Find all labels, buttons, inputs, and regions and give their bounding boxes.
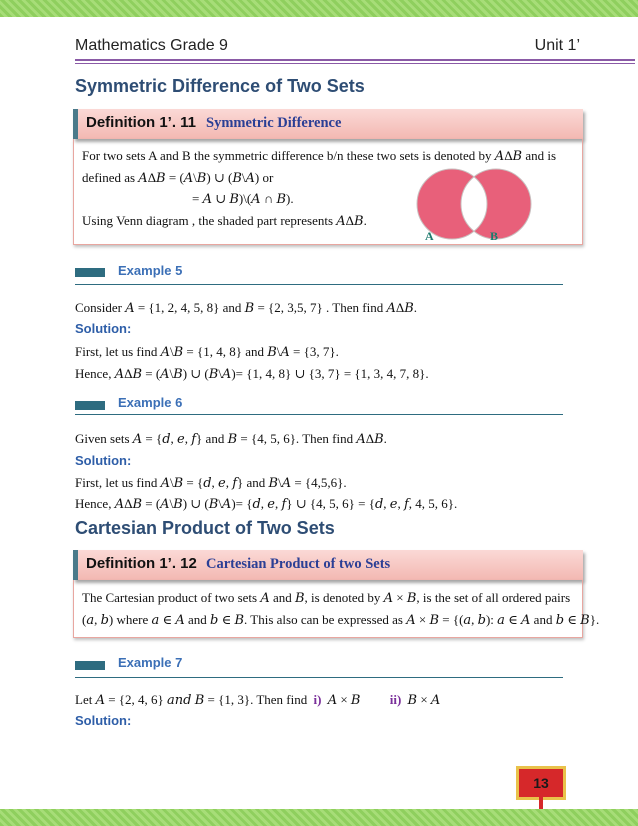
- example-6-question: Given sets 𝐴 = {𝑑, 𝑒, 𝑓} and 𝐵 = {4, 5, 6}. Then find 𝐴Δ𝐵.: [75, 431, 387, 446]
- example-marker: [75, 661, 105, 670]
- header-rule: [75, 59, 635, 61]
- example-marker: [75, 401, 105, 410]
- definition-text-line: Using Venn diagram , the shaded part represents 𝐴Δ𝐵.: [82, 213, 367, 228]
- example-6-step-2: Hence, 𝐴Δ𝐵 = (𝐴\𝐵) ∪ (𝐵\𝐴)= {𝑑, 𝑒, 𝑓} ∪ {4, 5, 6} = {𝑑, 𝑒, 𝑓, 4, 5, 6}.: [75, 496, 458, 511]
- definition-body: [73, 139, 583, 245]
- example-5-solution-label: Solution:: [75, 321, 132, 336]
- section-heading-symmetric: Symmetric Difference of Two Sets: [75, 76, 365, 96]
- example-7-question: [75, 692, 440, 708]
- top-decorative-band: [0, 0, 638, 17]
- definition-body: [73, 580, 600, 638]
- definition-title: Symmetric Difference: [206, 115, 342, 131]
- header-unit: Unit 1’: [534, 37, 580, 54]
- header-subject: Mathematics Grade 9: [75, 37, 228, 54]
- page-number-badge: 13: [519, 769, 563, 797]
- example-rule: [75, 677, 563, 678]
- definition-text-line: For two sets A and B the symmetric difference b/n these two sets is denoted by 𝐴Δ𝐵 and is: [82, 148, 557, 163]
- example-5-heading: Example 5: [118, 263, 183, 278]
- example-7-heading: Example 7: [118, 655, 183, 670]
- venn-label-a: A: [425, 229, 434, 243]
- definition-title: Cartesian Product of two Sets: [206, 556, 391, 572]
- definition-banner: [73, 109, 583, 139]
- header-rule-thin: [75, 63, 635, 64]
- part-ii-marker: ii): [389, 692, 402, 707]
- bottom-decorative-band: [0, 809, 638, 826]
- example-5-question: Consider 𝐴 = {1, 2, 4, 5, 8} and 𝐵 = {2, 3,5, 7} . Then find 𝐴Δ𝐵.: [75, 300, 417, 315]
- example-6-heading: Example 6: [118, 395, 183, 410]
- part-i-expression: 𝐴 × 𝐵: [327, 692, 361, 707]
- example-7-solution-label: Solution:: [75, 713, 132, 728]
- definition-text-line: = 𝐴 ∪ 𝐵)\(𝐴 ∩ 𝐵).: [192, 191, 294, 206]
- definition-text-line: defined as 𝐴Δ𝐵 = (𝐴\𝐵) ∪ (𝐵\𝐴) or: [82, 170, 274, 185]
- example-6-step-1: First, let us find 𝐴\𝐵 = {𝑑, 𝑒, 𝑓} and 𝐵\𝐴 = {4,5,6}.: [75, 475, 347, 490]
- example-rule: [75, 414, 563, 415]
- definition-number: Definition 1’. 12: [86, 555, 197, 572]
- definition-number: Definition 1’. 11: [86, 114, 197, 131]
- definition-text-line: (𝑎, 𝑏) where 𝑎 ∈ 𝐴 and 𝑏 ∈ 𝐵. This also can be expressed as 𝐴 × 𝐵 = {(𝑎, 𝑏): 𝑎 ∈ 𝐴 and 𝑏 ∈ 𝐵}.: [82, 612, 600, 627]
- part-i-marker: i): [313, 692, 322, 707]
- section-heading-cartesian: Cartesian Product of Two Sets: [75, 518, 335, 538]
- venn-label-b: B: [490, 229, 499, 243]
- example-5-step-2: Hence, 𝐴Δ𝐵 = (𝐴\𝐵) ∪ (𝐵\𝐴)= {1, 4, 8} ∪ {3, 7} = {1, 3, 4, 7, 8}.: [75, 366, 429, 381]
- example-marker: [75, 268, 105, 277]
- example-rule: [75, 284, 563, 285]
- part-ii-expression: 𝐵 × 𝐴: [407, 692, 441, 707]
- example-7-question-text: Let 𝐴 = {2, 4, 6} 𝑎𝑛𝑑 𝐵 = {1, 3}. Then find: [75, 692, 308, 707]
- definition-banner: [73, 550, 583, 580]
- definition-text-line: The Cartesian product of two sets 𝐴 and 𝐵, is denoted by 𝐴 × 𝐵, is the set of all ordered pairs: [82, 590, 571, 605]
- example-6-solution-label: Solution:: [75, 453, 132, 468]
- example-5-step-1: First, let us find 𝐴\𝐵 = {1, 4, 8} and 𝐵\𝐴 = {3, 7}.: [75, 344, 339, 359]
